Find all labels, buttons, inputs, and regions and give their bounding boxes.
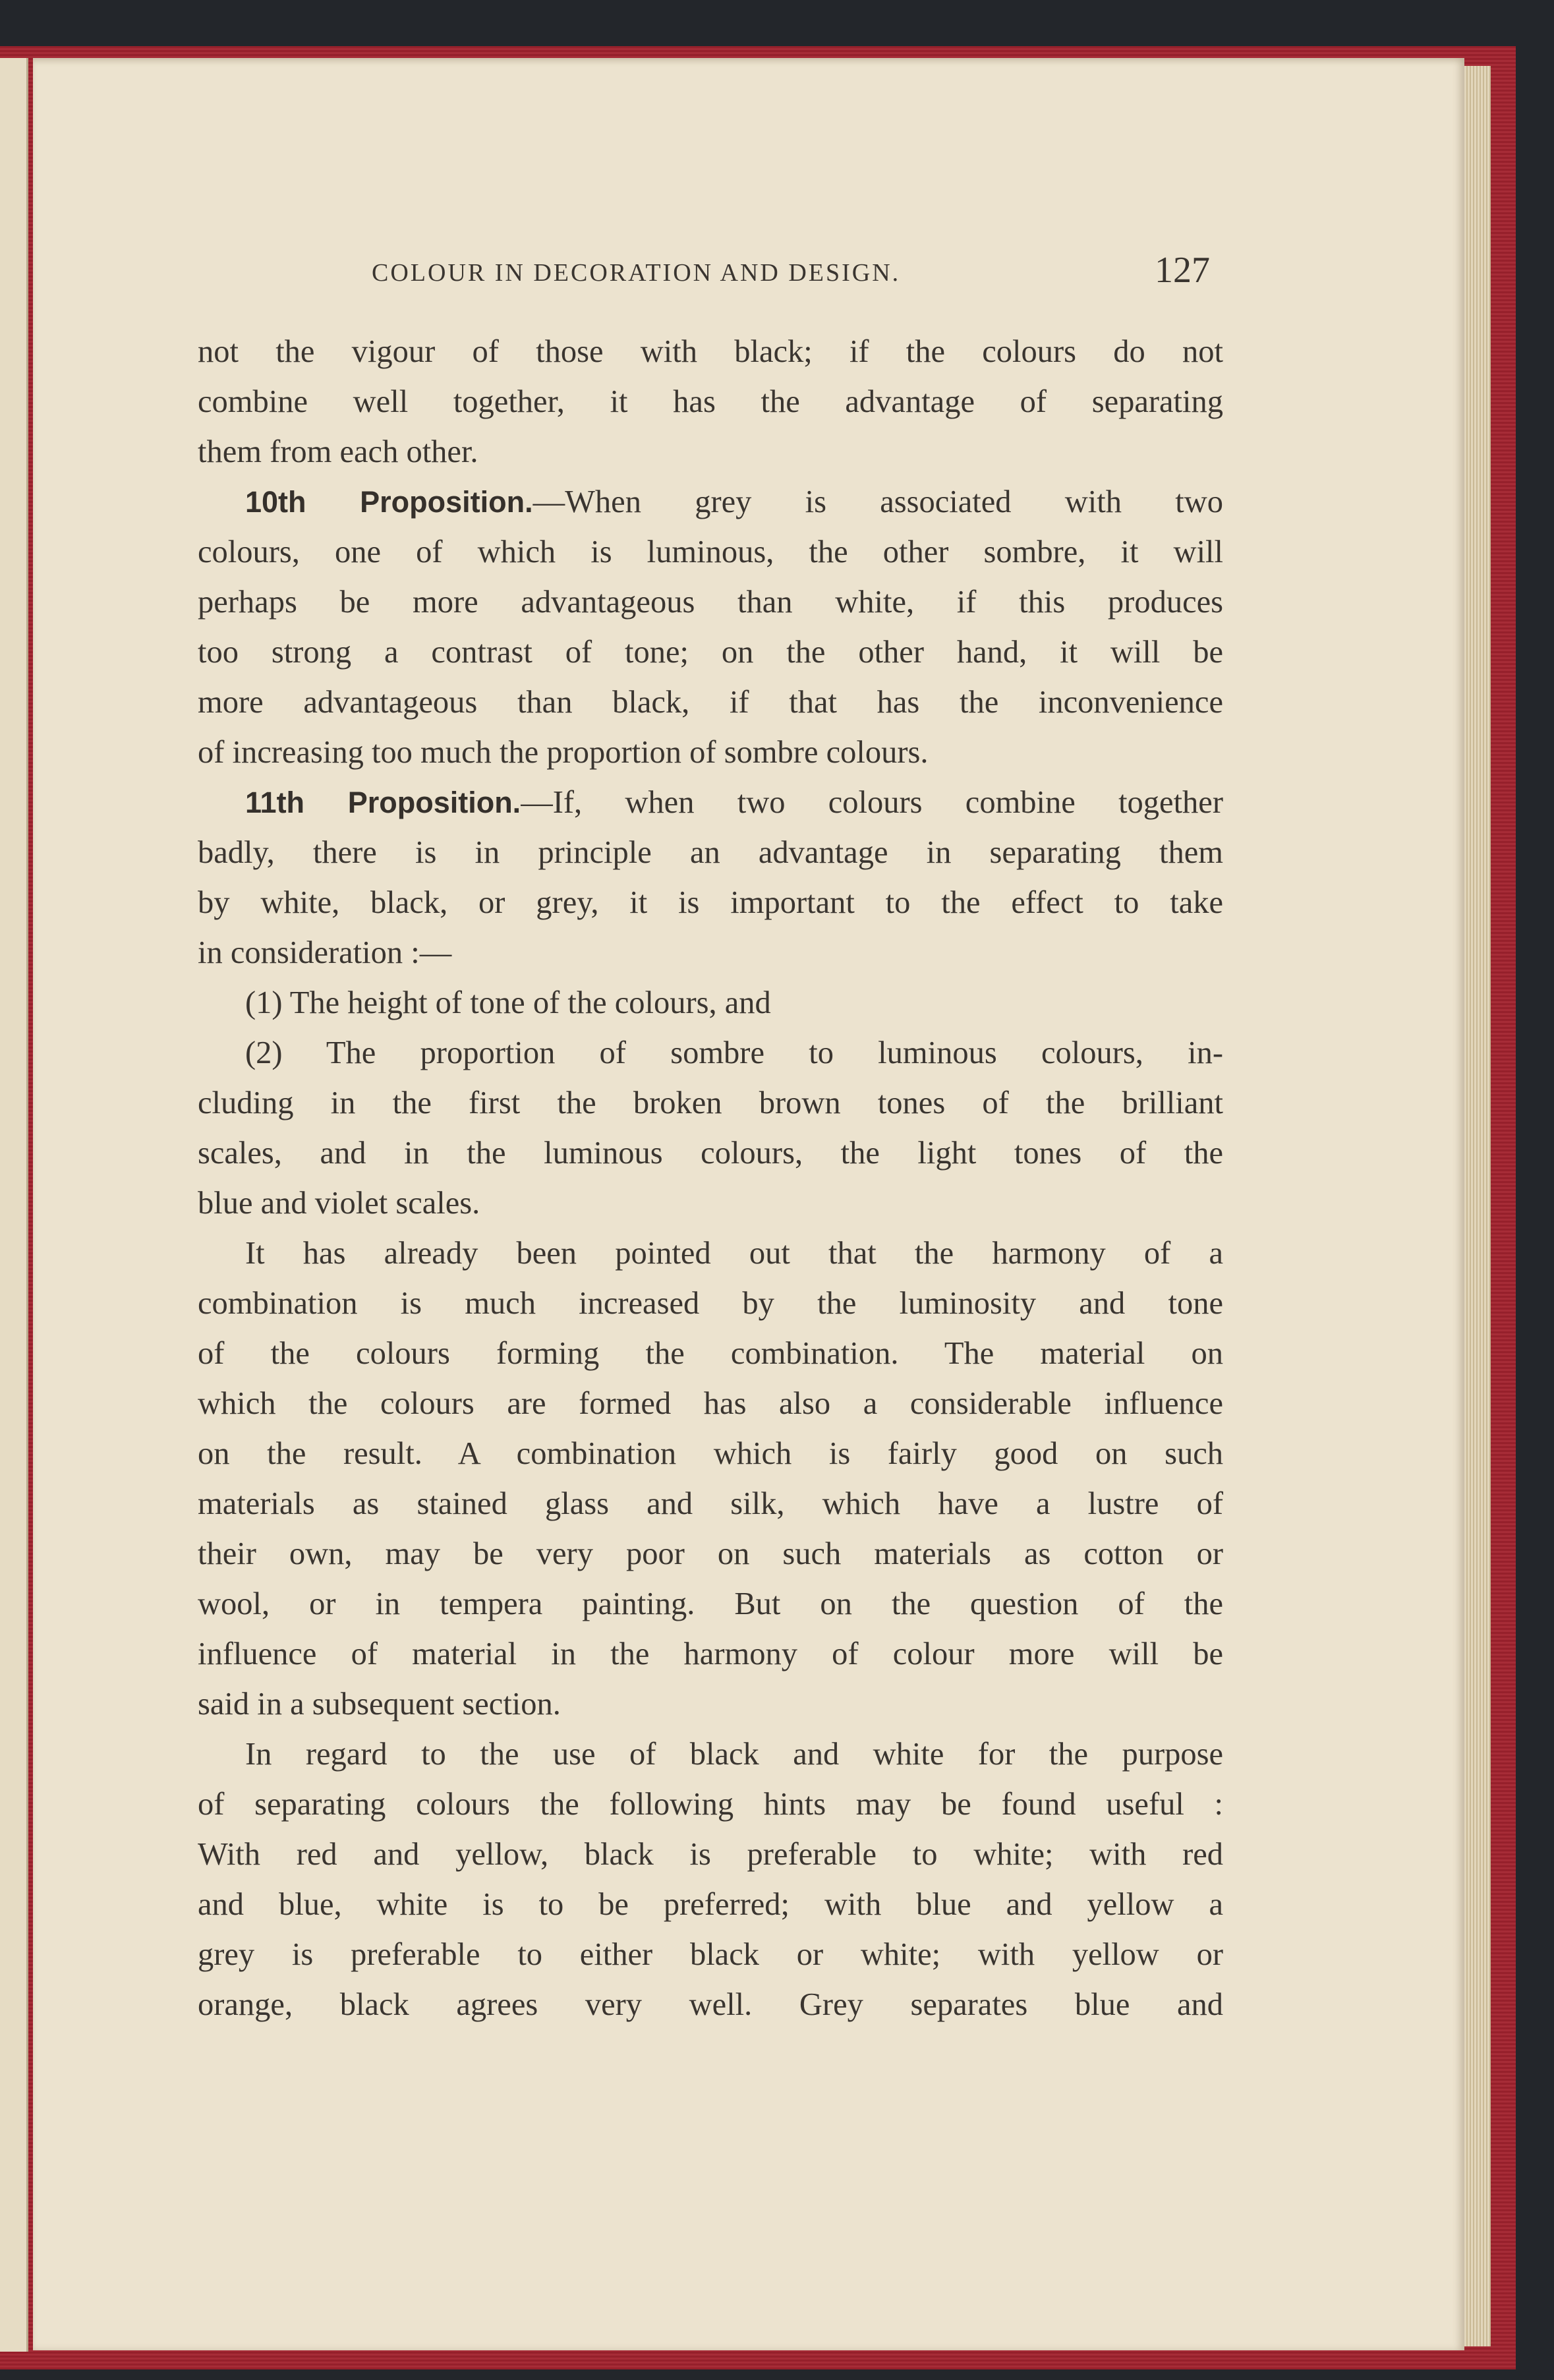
text-line: (1) The height of tone of the colours, and (245, 985, 771, 1020)
line-text: —When grey is associated with two (532, 484, 1223, 519)
text-line: not the vigour of those with black; if the colours do not (198, 334, 1223, 369)
text-line: combine well together, it has the advantage of separating (198, 384, 1223, 419)
running-title: COLOUR IN DECORATION AND DESIGN. (372, 259, 901, 287)
text-line: materials as stained glass and silk, which have a lustre of (198, 1486, 1223, 1521)
text-line: of increasing too much the proportion of sombre colours. (198, 735, 929, 770)
text-line: of the colours forming the combination. The material on (198, 1336, 1223, 1371)
text-line: in consideration :— (198, 935, 452, 970)
text-line: their own, may be very poor on such materials as cotton or (198, 1536, 1223, 1571)
text-line: them from each other. (198, 434, 478, 469)
text-line: orange, black agrees very well. Grey separates blue and (198, 1987, 1223, 2022)
page-number: 127 (1155, 250, 1210, 291)
text-line: cluding in the first the broken brown tones of the brilliant (198, 1086, 1223, 1120)
page-edges (1464, 66, 1491, 2346)
previous-page-edge (0, 58, 28, 2352)
text-line: In regard to the use of black and white for the purpose (245, 1737, 1223, 1772)
text-line: perhaps be more advantageous than white, if this produces (198, 585, 1223, 620)
text-line: too strong a contrast of tone; on the other hand, it will be (198, 635, 1223, 670)
body-text (198, 327, 1223, 2030)
text-line: of separating colours the following hints may be found useful : (198, 1787, 1223, 1822)
line-text: —If, when two colours combine together (521, 785, 1223, 820)
text-line: scales, and in the luminous colours, the light tones of the (198, 1136, 1223, 1171)
text-line: grey is preferable to either black or white; with yellow or (198, 1937, 1223, 1972)
text-line: said in a subsequent section. (198, 1687, 561, 1722)
text-line: by white, black, or grey, it is important to the effect to take (198, 885, 1223, 920)
text-line: colours, one of which is luminous, the other sombre, it will (198, 535, 1223, 569)
proposition-label: 10th Proposition. (245, 485, 533, 519)
text-line: blue and violet scales. (198, 1186, 480, 1221)
text-line: combination is much increased by the luminosity and tone (198, 1286, 1223, 1321)
text-line: and blue, white is to be preferred; with blue and yellow a (198, 1887, 1223, 1922)
text-line: (2) The proportion of sombre to luminous colours, in- (245, 1035, 1223, 1070)
text-line: influence of material in the harmony of colour more will be (198, 1637, 1223, 1671)
text-line: It has already been pointed out that the harmony of a (245, 1236, 1223, 1271)
text-line (198, 778, 1223, 828)
text-line: badly, there is in principle an advantage in separating them (198, 835, 1223, 870)
text-line: more advantageous than black, if that has the inconvenience (198, 685, 1223, 720)
text-line: which the colours are formed has also a considerable influence (198, 1386, 1223, 1421)
text-line (198, 477, 1223, 527)
text-line: With red and yellow, black is preferable to white; with red (198, 1837, 1223, 1872)
proposition-label: 11th Proposition. (245, 786, 521, 819)
text-line: wool, or in tempera painting. But on the question of the (198, 1586, 1223, 1621)
text-line: on the result. A combination which is fairly good on such (198, 1436, 1223, 1471)
